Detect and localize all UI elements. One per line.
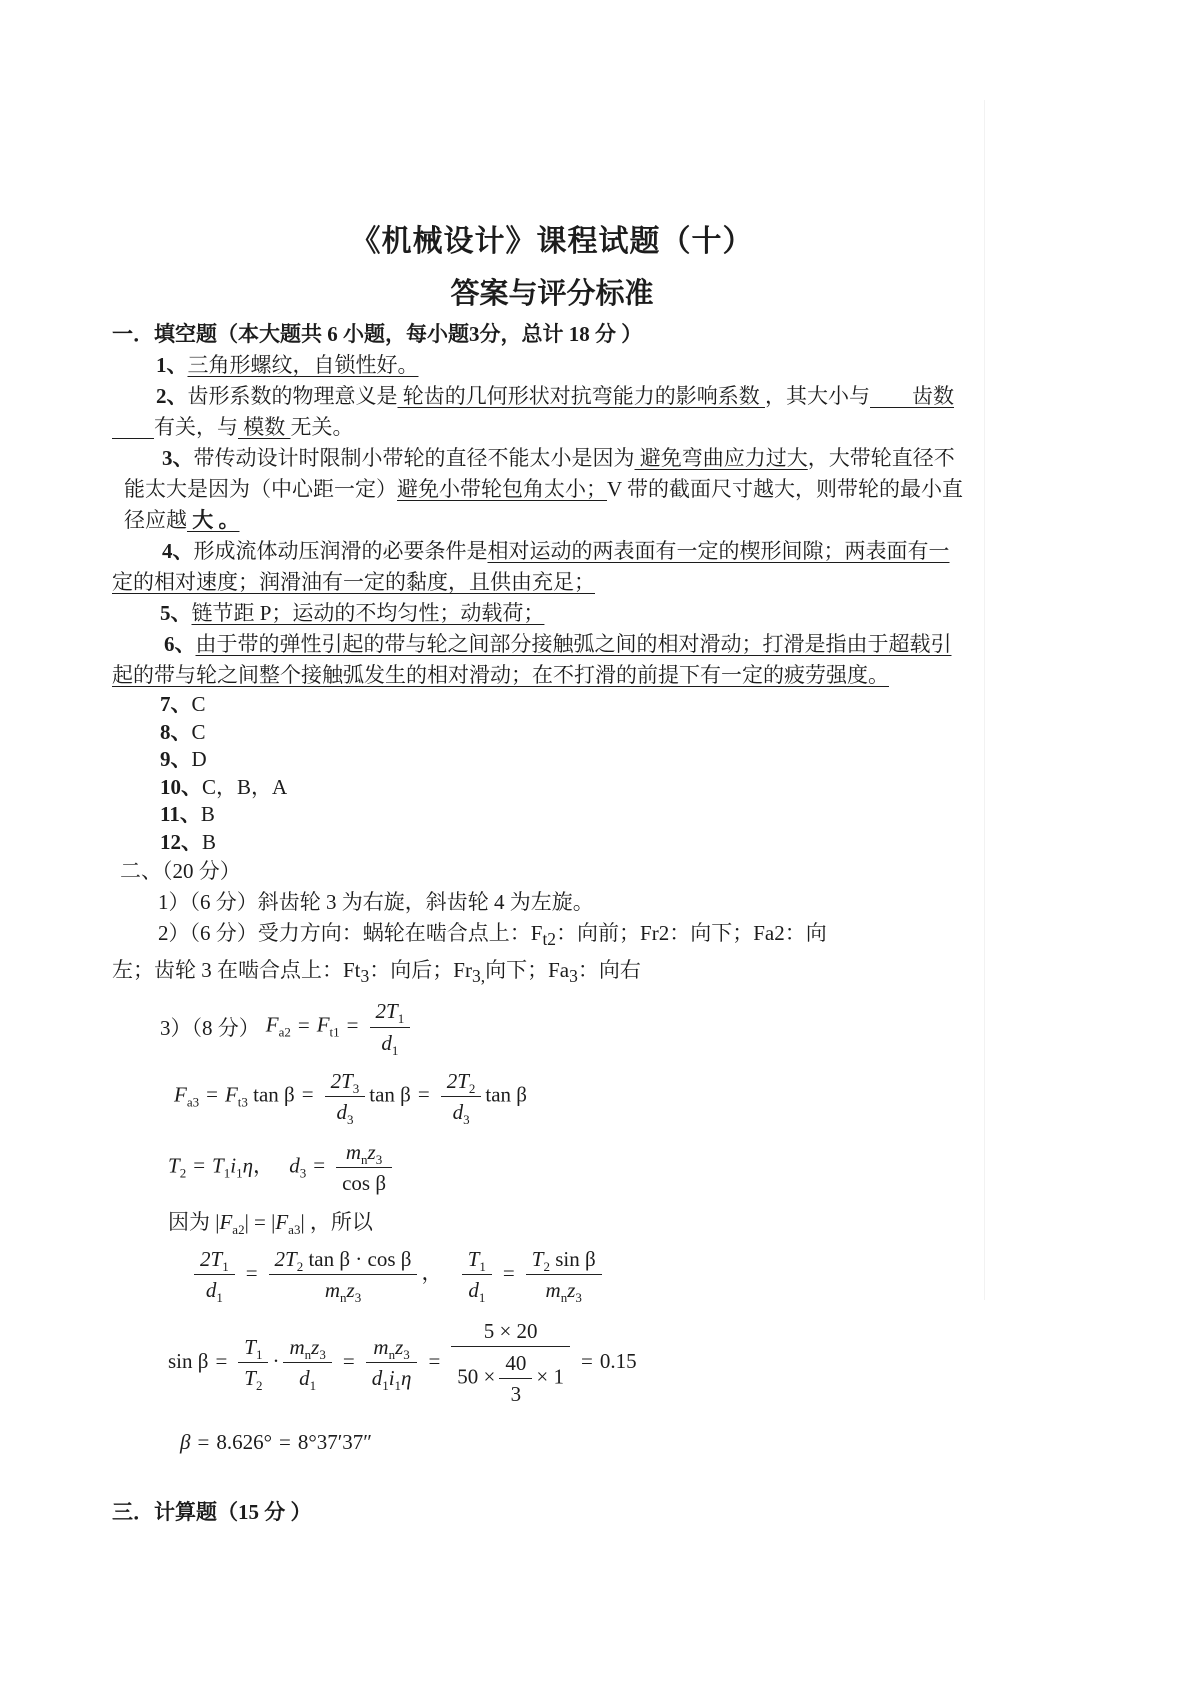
formula-fa2: $F_{a2} = F_{t1}$ = $\frac{2T_1}{d_1}$ — [266, 998, 414, 1055]
item-number: 3、 — [162, 446, 194, 470]
fraction: 5 × 20 50 × $\frac{40}{3}$ × 1 — [451, 1318, 570, 1408]
doc-subtitle: 答案与评分标准 — [450, 278, 654, 310]
blank-answer: 相对运动的两表面有一定的楔形间隙；两表面有一 — [487, 539, 950, 563]
fraction: $\frac{T_1}{d_1}$ — [462, 1246, 492, 1303]
formula-torque-balance: $\frac{2T_1}{d_1}$ = $\frac{2T_2 \tan \beta \cdot \cos \beta}{m_nz_3}$ ， $\frac{T_1}{d_1}$ = $\frac{T_2 \sin \beta}{m_nz_3}$ — [112, 1246, 992, 1303]
fraction: $\frac{2T_1}{d_1}$ — [194, 1246, 235, 1303]
blank-answer: 轮齿的几何形状对抗弯能力的影响系数 — [397, 384, 765, 408]
fill-item-1 — [112, 350, 992, 381]
fraction: $\frac{40}{3}$ — [499, 1350, 532, 1407]
fill-item-4-line1: 4、形成流体动压润滑的必要条件是相对运动的两表面有一定的楔形间隙；两表面有一 — [162, 539, 950, 563]
fill-item-2-line1: 2、齿形系数的物理意义是 轮齿的几何形状对抗弯能力的影响系数 ，其大小与 齿数 — [156, 384, 954, 408]
blank-answer: 大 。 — [187, 508, 240, 532]
answer-12: 12、B — [160, 829, 217, 854]
fill-item-6-line1 — [112, 629, 992, 660]
blank-answer: 模数 — [238, 415, 291, 439]
item-number: 2、 — [156, 384, 188, 408]
section1-heading: 一．填空题（本大题共 6 小题，每小题3分，总计 18 分 ） — [112, 322, 643, 346]
fraction: $\frac{m_nz_3}{\text{cos β}}$ — [336, 1139, 392, 1196]
section2-step3-row — [112, 998, 992, 1058]
answer-8: 8、C — [160, 719, 206, 744]
formula-sinbeta: sin β = $\frac{T_1}{T_2}$ · $\frac{m_nz_3}{d_1}$ = $\frac{m_nz_3}{d_1i_1\eta}$ = 5 × 20 50 × $\frac{40}{3}$ × 1 = 0.15 — [112, 1318, 992, 1408]
page-content — [112, 222, 992, 1528]
blank-answer: 链节距 P；运动的不均匀性；动载荷； — [191, 601, 545, 625]
blank-answer: 由于带的弹性引起的带与轮之间部分接触弧之间的相对滑动；打滑是指由于超载引 — [195, 632, 952, 656]
fill-item-3-line1: 3、带传动设计时限制小带轮的直径不能太小是因为 避免弯曲应力过大，大带轮直径不 — [162, 446, 955, 470]
item-number: 6、 — [164, 632, 196, 656]
item-number: 4、 — [162, 539, 194, 563]
fraction: $\frac{2T_3}{d_3}$ — [325, 1068, 366, 1125]
blank-answer: 起的带与轮之间整个接触弧发生的相对滑动；在不打滑的前提下有一定的疲劳强度。 — [112, 663, 889, 687]
fill-item-4-line2 — [112, 567, 992, 598]
answer-7: 7、C — [160, 692, 206, 716]
blank-answer: 定的相对速度；润滑油有一定的黏度，且供由充足； — [112, 570, 595, 594]
section2-step2-line2: 左；齿轮 3 在啮合点上：$Ft_3$：向后；$Fr_{3,}$向下；$Fa_3$：向右 — [112, 958, 641, 987]
blank-answer: 齿数 — [870, 384, 954, 408]
blank-answer — [112, 415, 154, 439]
answer-11: 11、B — [160, 802, 215, 826]
fill-item-3-line2: 能太大是因为（中心距一定）避免小带轮包角太小；V 带的截面尺寸越大，则带轮的最小直 — [124, 477, 964, 501]
doc-title: 《机械设计》课程试题（十） — [350, 225, 754, 258]
section2-step1: 1）（6 分）斜齿轮 3 为右旋，斜齿轮 4 为左旋。 — [158, 890, 594, 914]
answer-10: 10、C，B，A — [160, 774, 288, 799]
fraction: $\frac{2T_1}{d_1}$ — [370, 998, 411, 1055]
formula-fa3: $F_{a3} = F_{t3}$ tan β = $\frac{2T_3}{d_3}$ tan β = $\frac{2T_2}{d_3}$ tan β — [174, 1068, 527, 1127]
fraction: $\frac{m_nz_3}{d_1}$ — [283, 1334, 331, 1391]
section2-heading: 二、（20 分） — [120, 859, 241, 883]
blank-answer: 三角形螺纹，自锁性好。 — [187, 353, 419, 377]
fill-item-2-line2: 有关，与 模数 无关。 — [112, 412, 992, 443]
item-number: 5、 — [160, 601, 192, 625]
blank-answer: 避免小带轮包角太小； — [397, 477, 607, 501]
fraction: $\frac{T_2 \sin \beta}{m_nz_3}$ — [526, 1246, 602, 1303]
blank-answer: 避免弯曲应力过大 — [634, 446, 808, 470]
step3-label: 3）（8 分） — [160, 1015, 260, 1040]
answer-9: 9、D — [160, 747, 207, 771]
section3-heading: 三．计算题（15 分 ） — [112, 1499, 312, 1524]
fill-item-5 — [112, 598, 992, 629]
formula-because: 因为 $|F_{a2}| = |F_{a3}|$ ，所以 — [168, 1210, 373, 1238]
fraction: $\frac{2T_2}{d_3}$ — [441, 1068, 482, 1125]
formula-t2-d3: $T_2 = T_1i_1\eta$， $d_3$ = $\frac{m_nz_3}{\text{cos β}}$ — [112, 1139, 992, 1196]
fill-item-3-line3: 径应越 大 。 — [124, 508, 240, 532]
formula-beta-result: β = 8.626° = 8°37′37″ — [180, 1429, 373, 1454]
section2-step2-line1: 2）（6 分）受力方向：蜗轮在啮合点上：$F_{t2}$：向前；Fr2：向下；Fa2：向 — [158, 921, 827, 950]
fraction: $\frac{2T_2 \tan \beta \cdot \cos \beta}{m_nz_3}$ — [269, 1246, 418, 1303]
item-number: 1、 — [156, 353, 188, 377]
fraction: $\frac{m_nz_3}{d_1i_1\eta}$ — [366, 1334, 418, 1391]
fraction: $\frac{T_1}{T_2}$ — [238, 1334, 268, 1391]
fill-item-6-line2 — [112, 660, 992, 691]
